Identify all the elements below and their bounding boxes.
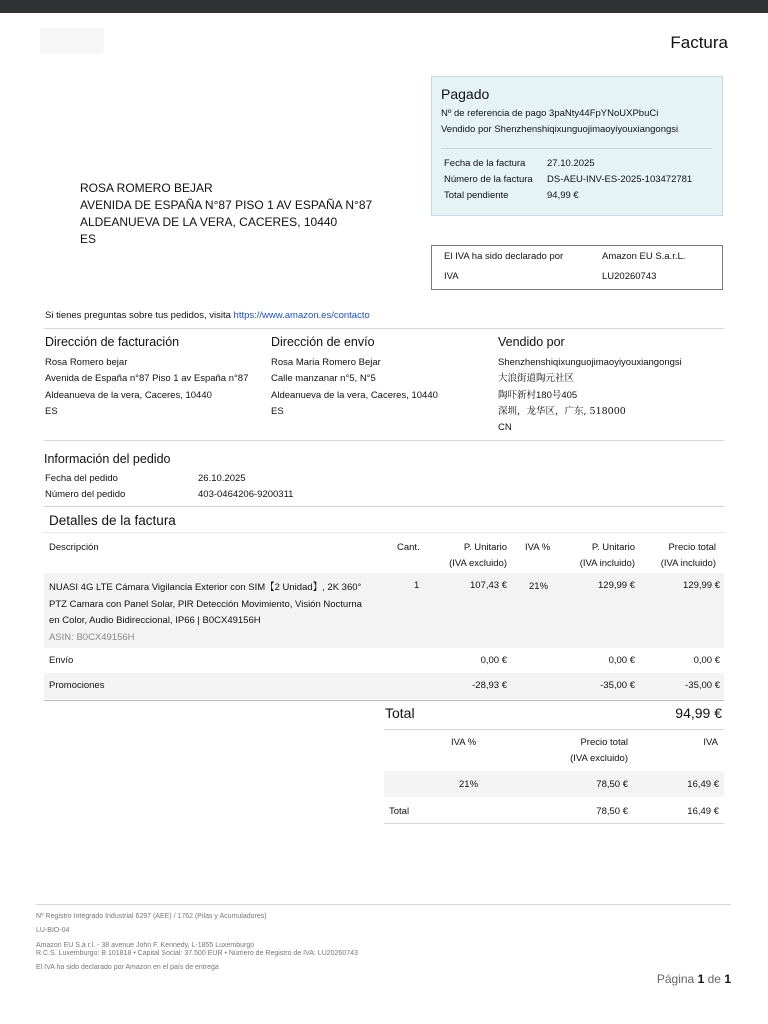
- seller-title: Vendido por: [498, 335, 565, 349]
- payment-divider: [441, 148, 712, 149]
- footer-rcs: R.C.S. Luxemburgo: B 101818 • Capital Social: 37.500 EUR • Número de Registro de IVA: LU20260743: [36, 950, 358, 957]
- divider: [44, 700, 724, 701]
- shipping-row-label: Envío: [49, 655, 74, 666]
- promo-row-label: Promociones: [49, 680, 105, 691]
- col-quantity: Cant.: [397, 542, 420, 553]
- item-vat-rate: 21%: [529, 581, 549, 592]
- page-indicator: [657, 972, 731, 986]
- order-number-value: 403-0464206-9200311: [198, 489, 294, 500]
- item-desc-line: PTZ Camara con Panel Solar, PIR Detección Movimiento, Visión Nocturna: [49, 598, 362, 610]
- divider: [44, 328, 724, 329]
- col-total-line1: Precio total: [668, 542, 716, 553]
- page-label: Página: [656, 972, 695, 986]
- logo-placeholder: [40, 28, 104, 54]
- seller-line: Shenzhenshiqixunguojimaoyiyouxiangongsi: [498, 357, 682, 368]
- col-unit-excl-line1: P. Unitario: [463, 542, 507, 553]
- order-info-title: Información del pedido: [44, 452, 171, 466]
- billing-title: Dirección de facturación: [45, 335, 180, 349]
- vat-sum-label: Total: [389, 806, 410, 817]
- order-date-label: Fecha del pedido: [45, 473, 118, 484]
- seller-address: [498, 355, 682, 436]
- col-unit-incl-line2: (IVA incluido): [579, 558, 635, 569]
- recipient-name: ROSA ROMERO BEJAR: [80, 181, 213, 195]
- payment-status: Pagado: [441, 86, 490, 102]
- vat-summary-row: [384, 771, 724, 797]
- page-total: 1: [724, 972, 731, 986]
- footer-divider: [36, 904, 731, 905]
- vat-summary-iva-col: IVA: [703, 737, 718, 748]
- divider: [44, 506, 724, 507]
- billing-line: Rosa Romero bejar: [45, 357, 128, 368]
- document-title: Factura: [670, 33, 728, 52]
- shipping-unit-excl: 0,00 €: [480, 655, 507, 666]
- vat-summary-rate: 21%: [459, 779, 479, 790]
- recipient-country: ES: [80, 232, 97, 246]
- shipping-line: Rosa Maria Romero Bejar: [271, 357, 381, 368]
- invoice-date-label: Fecha de la factura: [444, 158, 526, 169]
- vat-id-value: LU20260743: [602, 271, 657, 282]
- item-unit-excl: 107,43 €: [470, 580, 507, 591]
- contact-link[interactable]: https://www.amazon.es/contacto: [233, 310, 370, 321]
- col-total-line2: (IVA incluido): [660, 558, 716, 569]
- item-description: [49, 580, 362, 646]
- total-label: Total: [385, 705, 415, 721]
- invoice-number-label: Número de la factura: [444, 174, 533, 185]
- footer-company: Amazon EU S.à r.l. - 38 avenue John F. Kennedy, L-1855 Luxemburgo: [36, 942, 255, 949]
- footer-vat-note: El IVA ha sido declarado por Amazon en el país de entrega: [36, 964, 219, 971]
- item-qty: 1: [414, 580, 420, 591]
- billing-line: Aldeanueva de la vera, Caceres, 10440: [45, 389, 212, 401]
- col-unit-excl-line2: (IVA excluido): [449, 558, 507, 569]
- col-description: Descripción: [49, 542, 99, 553]
- shipping-unit-incl: 0,00 €: [608, 655, 635, 666]
- item-unit-incl: 129,99 €: [598, 580, 635, 591]
- promo-unit-incl: -35,00 €: [600, 680, 635, 691]
- recipient-line1: AVENIDA DE ESPAÑA N°87 PISO 1 AV ESPAÑA N°87: [80, 198, 373, 212]
- divider: [44, 440, 724, 441]
- invoice-details-title: Detalles de la factura: [49, 513, 176, 528]
- billing-line: ES: [45, 405, 58, 417]
- item-asin: ASIN: B0CX49156H: [49, 631, 135, 643]
- contact-text: Si tienes preguntas sobre tus pedidos, visita: [45, 310, 231, 321]
- total-value: 94,99 €: [675, 705, 722, 721]
- vat-summary-price-col: [570, 737, 628, 765]
- col-unit-incl-line1: P. Unitario: [591, 542, 635, 553]
- vat-sum-iva: 16,49 €: [687, 806, 719, 817]
- pending-total-value: 94,99 €: [547, 190, 579, 201]
- item-total: 129,99 €: [683, 580, 720, 591]
- page-number: 1: [697, 972, 705, 986]
- shipping-address: [271, 355, 438, 420]
- vat-declared-value: Amazon EU S.a.r.L.: [602, 251, 686, 262]
- divider: [384, 823, 724, 824]
- shipping-line: Calle manzanar n°5, N°5: [271, 373, 376, 385]
- vat-summary-price: 78,50 €: [596, 779, 628, 790]
- payment-reference: Nº de referencia de pago 3paNty44FpYNoUXPbuCi: [441, 108, 659, 119]
- divider: [44, 532, 724, 533]
- billing-address: [45, 355, 248, 420]
- col-unit-incl: [580, 542, 635, 570]
- vat-id-label: IVA: [444, 271, 459, 282]
- shipping-title: Dirección de envío: [271, 335, 375, 349]
- col-total: [661, 542, 716, 570]
- seller-line: 深圳，龙华区，广东, 518000: [498, 405, 626, 417]
- item-desc-line: NUASI 4G LTE Cámara Vigilancia Exterior con SIM【2 Unidad】, 2K 360°: [49, 582, 362, 593]
- billing-line: Avenida de España n°87 Piso 1 av España n°87: [45, 373, 249, 385]
- vat-sum-price: 78,50 €: [596, 806, 628, 817]
- promo-total: -35,00 €: [685, 680, 720, 691]
- top-bar: [0, 0, 768, 13]
- seller-line: 大浪街道陶元社区: [498, 373, 575, 385]
- invoice-number-value: DS-AEU-INV-ES-2025-103472781: [547, 174, 693, 185]
- vat-summary-iva: 16,49 €: [687, 779, 719, 790]
- vat-declared-label: El IVA ha sido declarado por: [444, 251, 564, 262]
- vat-summary-price-col-line1: Precio total: [580, 737, 628, 748]
- recipient-line2: ALDEANUEVA DE LA VERA, CACERES, 10440: [80, 215, 338, 229]
- vat-summary-rate-col: IVA %: [451, 737, 477, 748]
- payment-sold-by: Vendido por Shenzhenshiqixunguojimaoyiyouxiangongsi: [441, 124, 679, 135]
- invoice-date-value: 27.10.2025: [547, 158, 595, 169]
- col-vat-rate: IVA %: [525, 542, 551, 553]
- page-of: de: [707, 972, 721, 986]
- shipping-line: Aldeanueva de la vera, Caceres, 10440: [271, 389, 438, 401]
- shipping-line: ES: [271, 405, 284, 417]
- recipient-address: [80, 180, 372, 248]
- seller-line: 陶吓新村180号405: [498, 389, 578, 401]
- divider: [384, 729, 724, 730]
- contact-line: [45, 310, 370, 321]
- item-desc-line: en Color, Audio Bidireccional, IP66 | B0CX49156H: [49, 615, 261, 626]
- footer-registry: Nº Registro Integrado Industrial 6297 (AEE) / 1762 (Pilas y Acumuladores): [36, 913, 267, 920]
- col-unit-excl: [449, 542, 507, 570]
- shipping-total: 0,00 €: [693, 655, 720, 666]
- footer-bio: LU-BIO-04: [36, 927, 70, 934]
- promo-unit-excl: -28,93 €: [472, 680, 507, 691]
- pending-total-label: Total pendiente: [444, 190, 509, 201]
- order-date-value: 26.10.2025: [198, 473, 246, 484]
- vat-summary-price-col-line2: (IVA excluido): [570, 753, 628, 764]
- order-number-label: Número del pedido: [45, 489, 126, 500]
- seller-line: CN: [498, 422, 512, 434]
